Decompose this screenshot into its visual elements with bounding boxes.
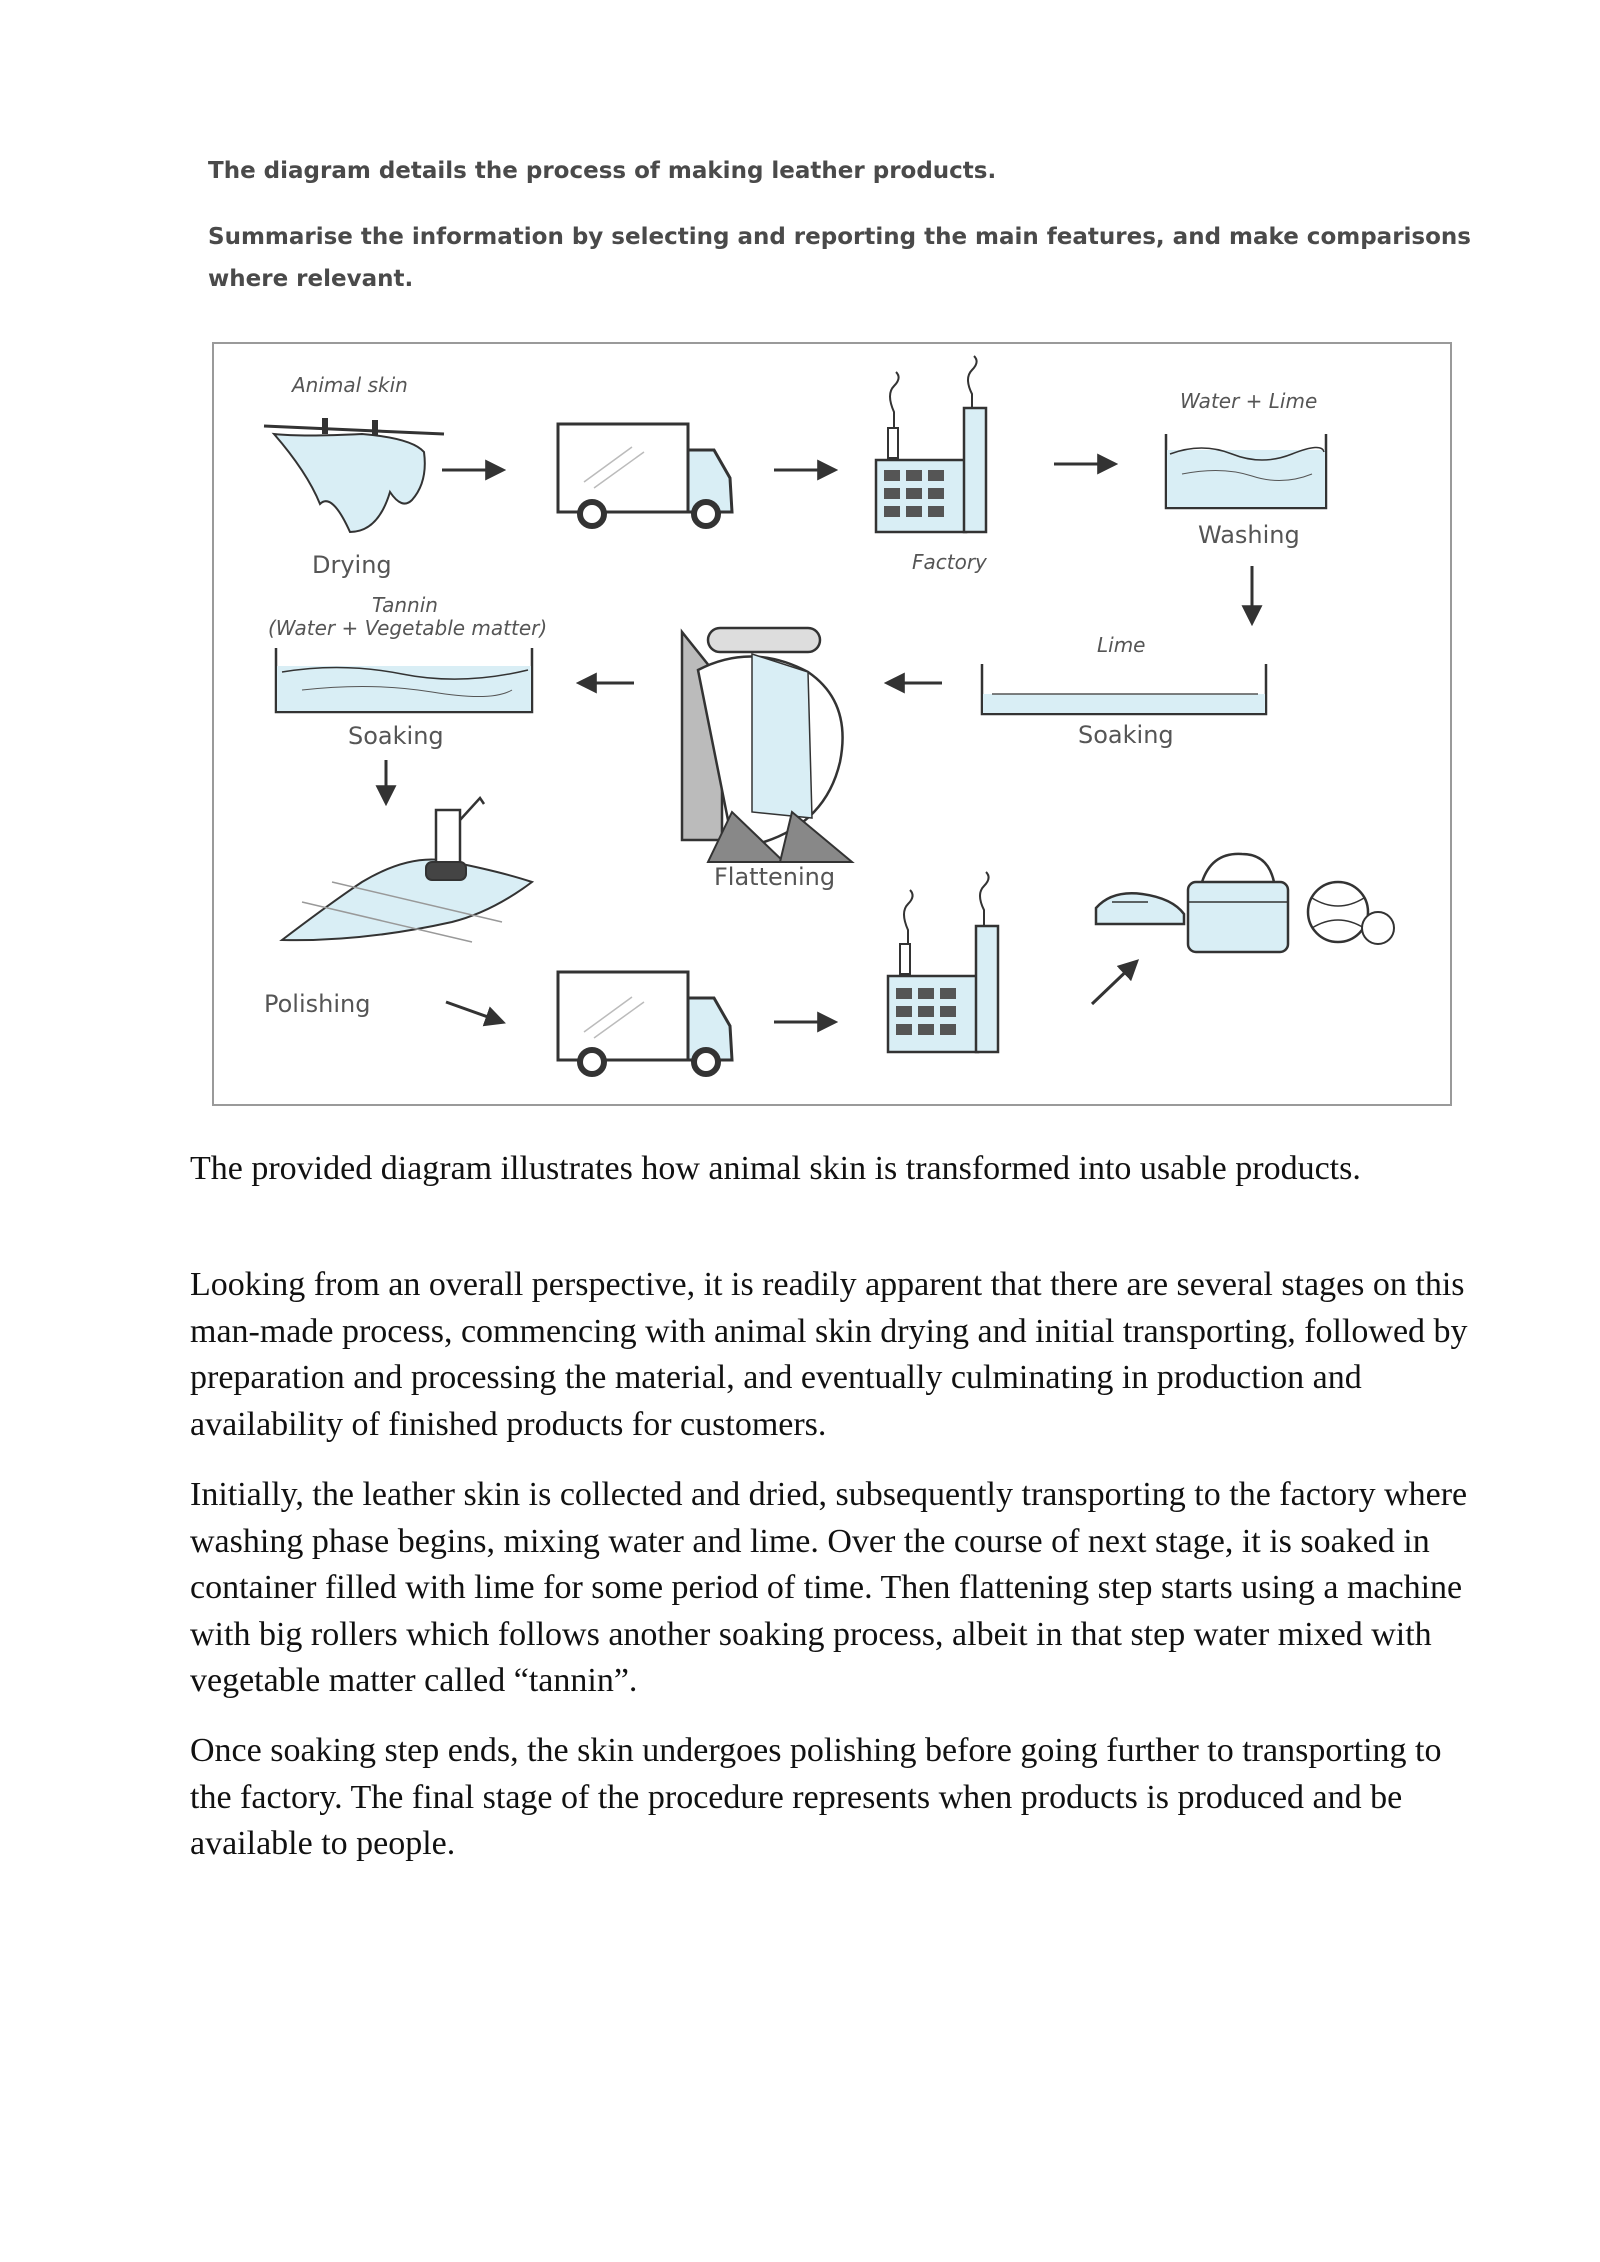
water-lime-label: Water + Lime [1180, 389, 1318, 413]
essay-paragraph-body-1: Initially, the leather skin is collected and dried, subsequently transporting to the factory where washing phase begins, mixing water and lime. Over the course of next stage, it is soaked in container filled with lime for some period of time. Then flattening step starts using a machine with big rollers which follows another soaking process, albeit in that step water mixed with vegetable matter called “tannin”. [190, 1476, 1468, 1699]
leather-process-diagram [212, 342, 1452, 1106]
soaking-lime-label: Soaking [1078, 721, 1174, 749]
essay-paragraph-body-2: Once soaking step ends, the skin undergoes polishing before going further to transporting to the factory. The final stage of the procedure represents when products is produced and be available to people. [190, 1732, 1442, 1862]
polishing-label: Polishing [264, 990, 371, 1018]
soaking-tannin-label: Soaking [348, 722, 444, 750]
tannin-label: Tannin [372, 593, 438, 617]
task-prompt-instructions: Summarise the information by selecting and reporting the main features, and make comparisons where relevant. [208, 224, 1471, 292]
washing-label: Washing [1198, 521, 1300, 549]
drying-label: Drying [312, 551, 392, 579]
flattening-label: Flattening [714, 863, 836, 891]
task-prompt-title: The diagram details the process of making leather products. [208, 158, 997, 184]
essay-paragraph-introduction: The provided diagram illustrates how animal skin is transformed into usable products. [190, 1150, 1361, 1187]
lime-label: Lime [1097, 633, 1146, 657]
factory-label: Factory [912, 550, 987, 574]
essay-paragraph-overview: Looking from an overall perspective, it is readily apparent that there are several stages on this man-made process, commencing with animal skin drying and initial transporting, followed by preparation and processing the material, and eventually culminating in production and availability of finished products for customers. [190, 1266, 1468, 1443]
tannin-detail-label: (Water + Vegetable matter) [268, 616, 548, 640]
animal-skin-label: Animal skin [292, 373, 408, 397]
